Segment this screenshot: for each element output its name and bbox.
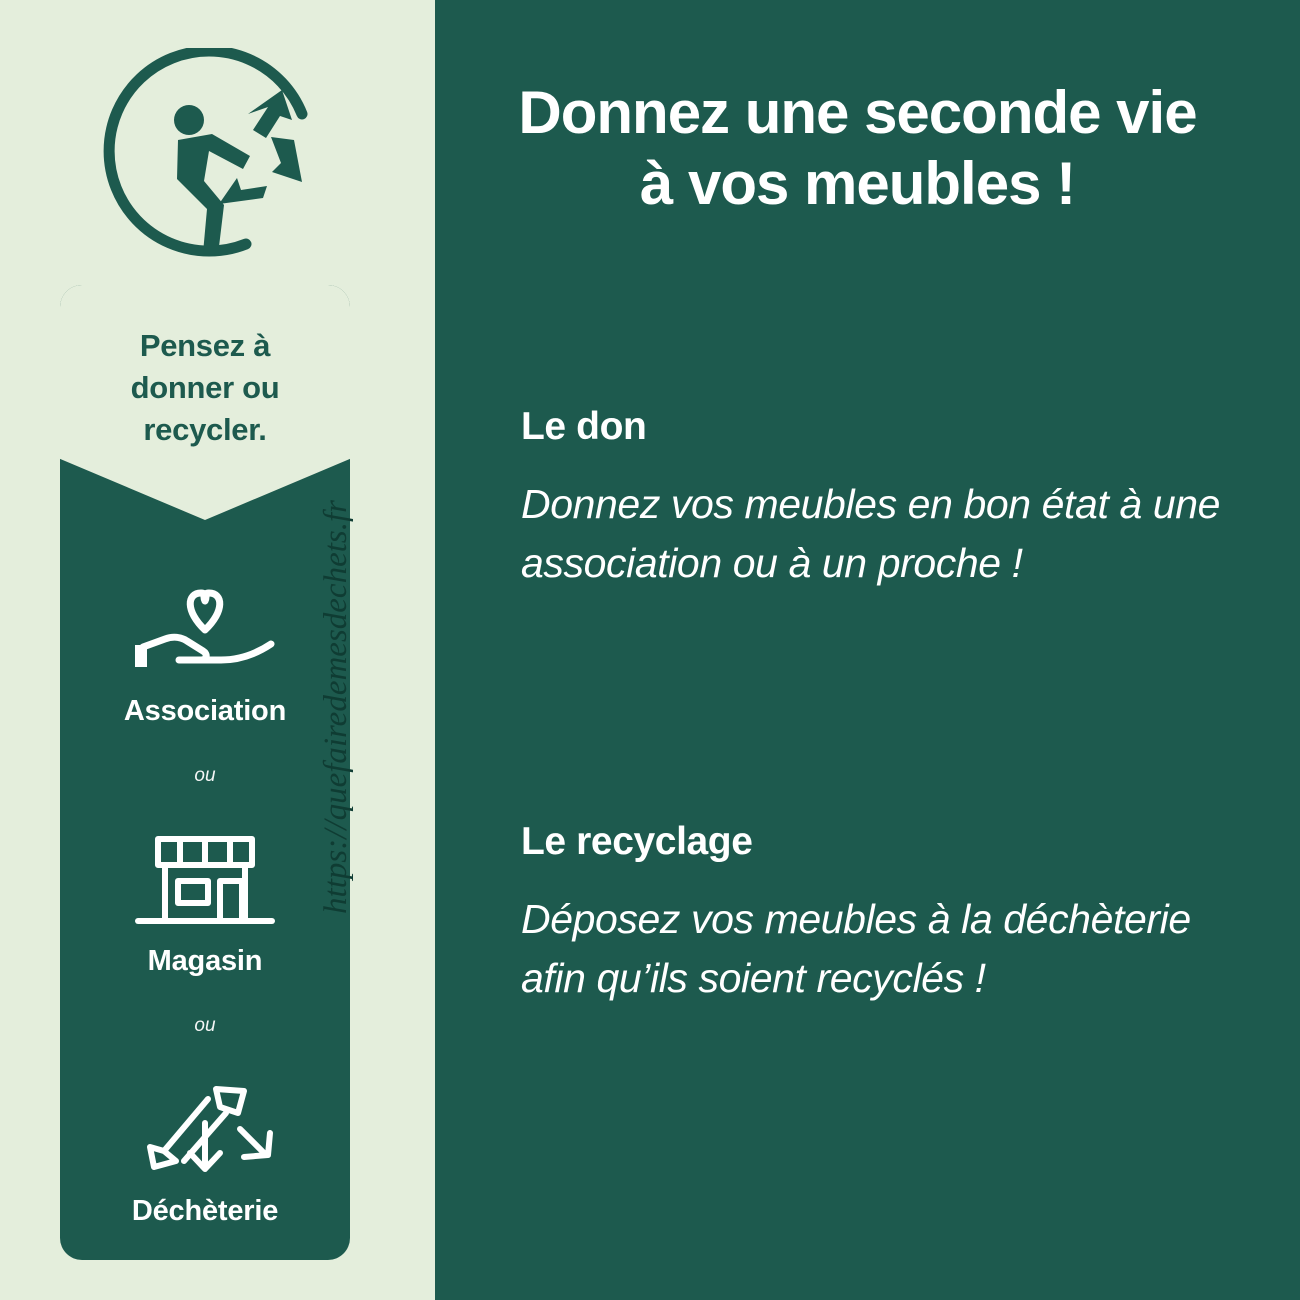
ribbon-heading-line-1: Pensez à: [139, 328, 271, 363]
section-le-don: [521, 405, 1230, 594]
separator-ou-1: ou: [194, 765, 216, 786]
mode-magasin-label: Magasin: [147, 945, 263, 977]
ribbon-heading: [60, 325, 350, 451]
mode-association-label: Association: [123, 695, 287, 727]
separator-ou-2: ou: [194, 1015, 216, 1036]
page-title-line-1: Donnez une seconde vie: [518, 79, 1197, 146]
mode-association: [60, 575, 350, 728]
ribbon: [60, 285, 350, 1260]
section-le-recyclage-body: Déposez vos meubles à la déchèterie afin qu’ils soient recyclés !: [521, 896, 1191, 1002]
section-le-recyclage: [521, 820, 1230, 1009]
mode-magasin: [60, 825, 350, 978]
right-panel: [435, 0, 1300, 1300]
person-recycling-circle-icon: [96, 48, 326, 263]
shop-storefront-icon: [60, 825, 350, 935]
left-panel: [0, 0, 435, 1300]
mode-decheterie: [60, 1075, 350, 1228]
ribbon-heading-line-3: recycler.: [143, 411, 267, 447]
mode-decheterie-label: Déchèterie: [131, 1195, 279, 1227]
page-title-line-2: à vos meubles !: [639, 149, 1076, 217]
page-title: [455, 78, 1260, 220]
website-url[interactable]: https://quefairedemesdechets.fr: [318, 500, 354, 914]
ribbon-heading-line-2: donner ou: [130, 369, 280, 405]
heart-in-hand-icon: [60, 575, 350, 685]
section-le-don-body: Donnez vos meubles en bon état à une association ou à un proche !: [521, 481, 1221, 587]
waste-sorting-arrows-icon: [60, 1075, 350, 1185]
section-le-don-title: Le don: [521, 405, 647, 448]
section-le-recyclage-title: Le recyclage: [521, 820, 753, 863]
